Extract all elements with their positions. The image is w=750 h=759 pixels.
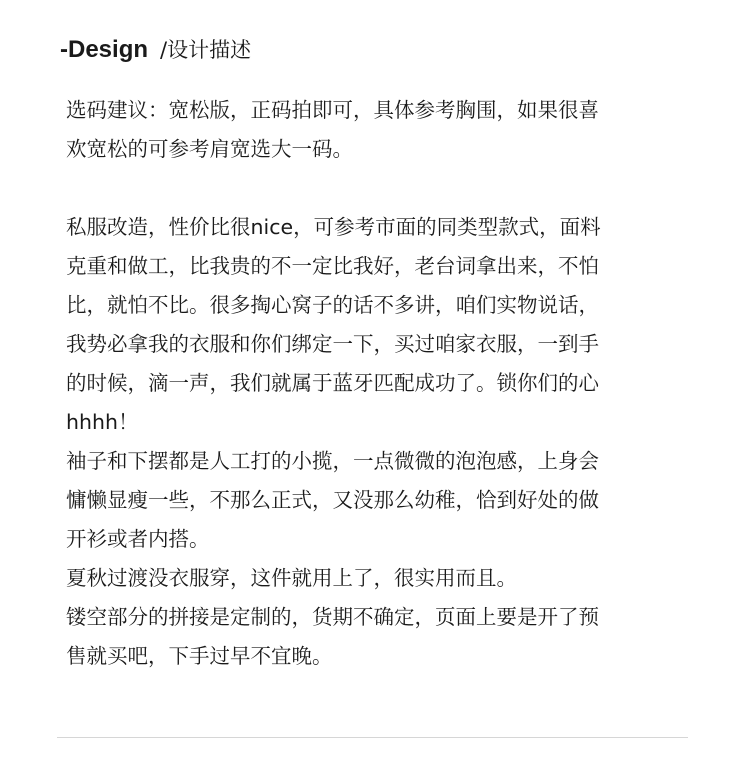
bottom-divider — [57, 737, 688, 738]
design-detail-paragraph — [66, 442, 696, 559]
description-body — [66, 91, 696, 676]
text-line: 售就买吧，下手过早不宜晚。 — [66, 644, 333, 668]
text-line: hhhh！ — [66, 410, 139, 434]
season-paragraph — [66, 559, 696, 598]
text-line: 袖子和下摆都是人工打的小揽，一点微微的泡泡感，上身会 — [66, 449, 599, 473]
delivery-note-paragraph — [66, 598, 696, 676]
text-line: 比，就怕不比。很多掏心窝子的话不多讲，咱们实物说话， — [66, 293, 599, 317]
section-title-english: -Design — [60, 36, 149, 63]
text-line: 欢宽松的可参考肩宽选大一码。 — [66, 137, 353, 161]
text-line: 开衫或者内搭。 — [66, 527, 210, 551]
text-line: 镂空部分的拼接是定制的，货期不确定，页面上要是开了预 — [66, 605, 599, 629]
section-title-chinese: /设计描述 — [160, 38, 252, 62]
text-line: 夏秋过渡没衣服穿，这件就用上了，很实用而且。 — [66, 566, 517, 590]
text-line: 慵懒显瘦一些，不那么正式，又没那么幼稚，恰到好处的做 — [66, 488, 599, 512]
sizing-advice-paragraph — [66, 91, 696, 169]
text-line: 私服改造，性价比很nice，可参考市面的同类型款式，面料 — [66, 215, 601, 239]
text-line: 克重和做工，比我贵的不一定比我好，老台词拿出来，不怕 — [66, 254, 599, 278]
product-story-paragraph — [66, 208, 696, 442]
text-line: 我势必拿我的衣服和你们绑定一下，买过咱家衣服，一到手 — [66, 332, 599, 356]
section-header — [60, 34, 251, 70]
text-line: 选码建议：宽松版，正码拍即可，具体参考胸围，如果很喜 — [66, 98, 599, 122]
paragraph-spacer — [66, 169, 696, 208]
text-line: 的时候，滴一声，我们就属于蓝牙匹配成功了。锁你们的心 — [66, 371, 599, 395]
